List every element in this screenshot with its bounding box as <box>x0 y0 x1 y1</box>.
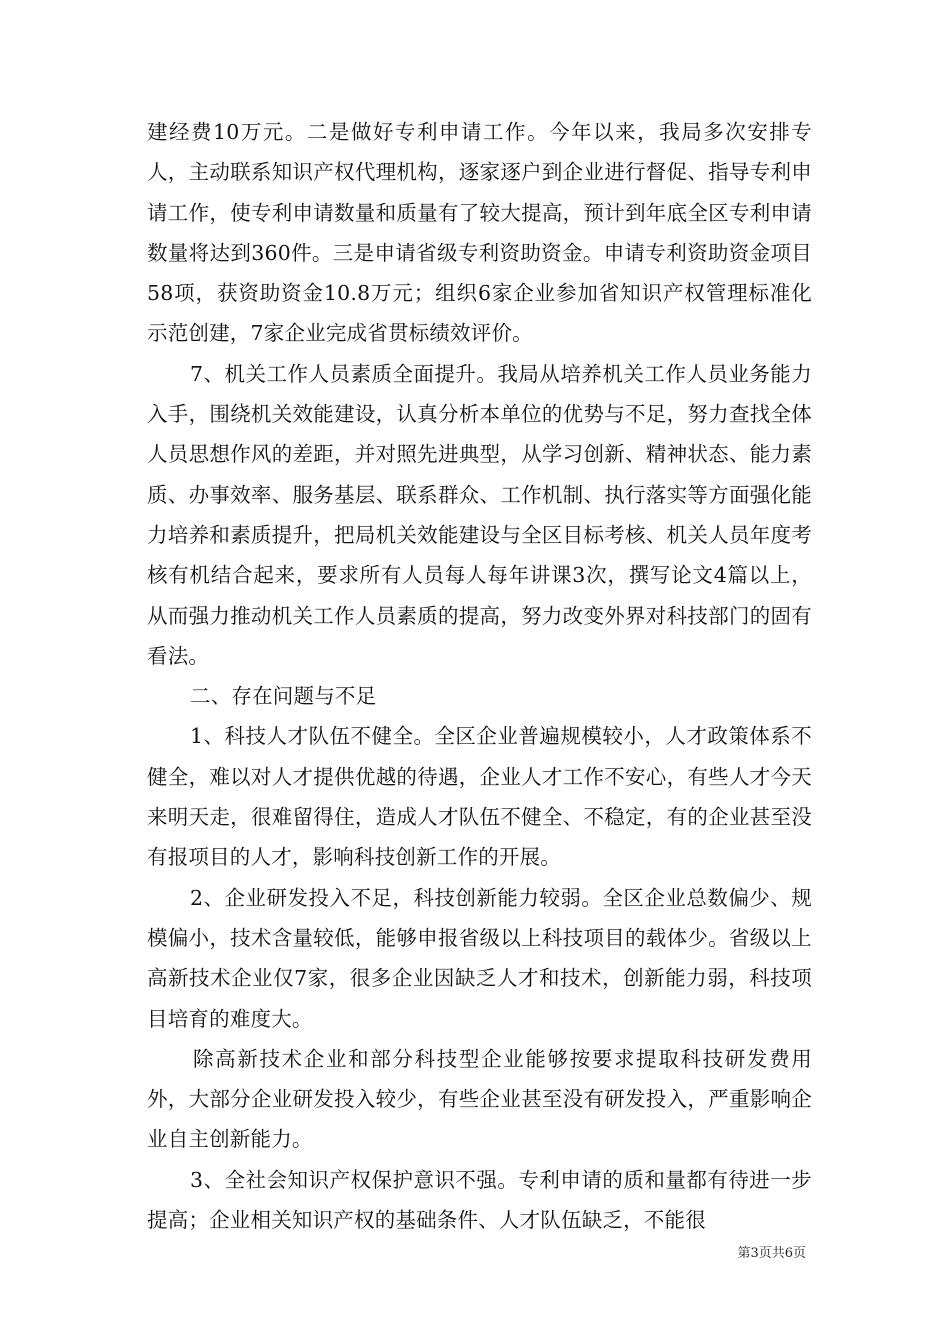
paragraph-rd-expenses: 除高新技术企业和部分科技型企业能够按要求提取科技研发费用外，大部分企业研发投入较少，有些企业甚至没有研发投入，严重影响企业自主创新能力。 <box>147 1046 812 1152</box>
section-heading-problems: 二、存在问题与不足 <box>190 684 377 709</box>
paragraph-staff-quality: 7、机关工作人员素质全面提升。我局从培养机关工作人员业务能力入手，围绕机关效能建设，认真分析本单位的优势与不足，努力查找全体人员思想作风的差距，并对照先进典型，从学习创新、精神状态、能力素质、办事效率、服务基层、联系群众、工作机制、执行落实等方面强化能力培养和素质提升，把局机关效能建设与全区目标考核、机关人员年度考核有机结合起来，要求所有人员每人每年讲课3次，撰写论文4篇以上，从而强力推动机关工作人员素质的提高，努力改变外界对科技部门的固有看法。 <box>147 361 812 668</box>
paragraph-ip-protection: 3、全社会知识产权保护意识不强。专利申请的质和量都有待进一步提高；企业相关知识产权的基础条件、人才队伍缺乏，不能很 <box>147 1167 812 1233</box>
document-body <box>147 112 812 1240</box>
page-number-footer: 第3页共6页 <box>737 1246 806 1261</box>
paragraph-funding-patents: 建经费10万元。二是做好专利申请工作。今年以来，我局多次安排专人，主动联系知识产权代理机构，逐家逐户到企业进行督促、指导专利申请工作，使专利申请数量和质量有了较大提高，预计到年底全区专利申请数量将达到360件。三是申请省级专利资助资金。申请专利资助资金项目58项，获资助资金10.8万元；组织6家企业参加省知识产权管理标准化示范创建，7家企业完成省贯标绩效评价。 <box>147 120 812 346</box>
paragraph-talent-team: 1、科技人才队伍不健全。全区企业普遍规模较小，人才政策体系不健全，难以对人才提供优越的待遇，企业人才工作不安心，有些人才今天来明天走，很难留得住，造成人才队伍不健全、不稳定，有的企业甚至没有报项目的人才，影响科技创新工作的开展。 <box>147 724 812 870</box>
paragraph-rd-investment: 2、企业研发投入不足，科技创新能力较弱。全区企业总数偏少、规模偏小，技术含量较低，能够申报省级以上科技项目的载体少。省级以上高新技术企业仅7家，很多企业因缺乏人才和技术，创新能力弱，科技项目培育的难度大。 <box>147 885 812 1031</box>
